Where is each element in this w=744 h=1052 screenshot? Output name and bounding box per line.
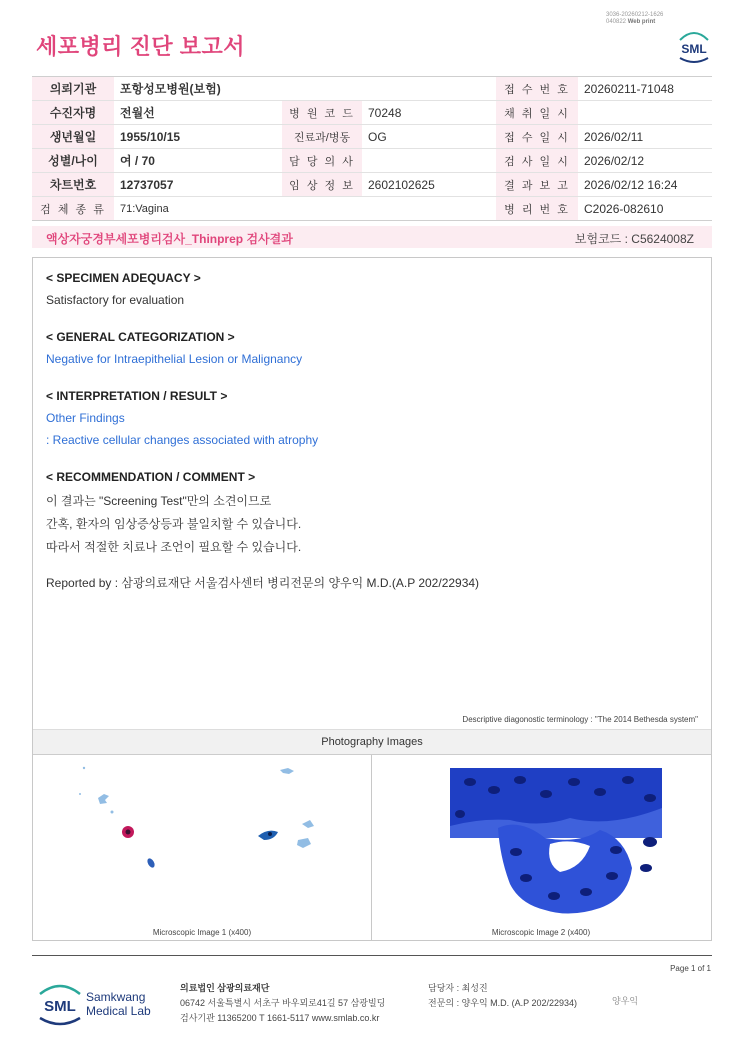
specialist-signature: 양우익: [612, 997, 639, 1007]
footer-contact: 검사기관 11365200 T 1661-5117 www.smlab.co.kr: [180, 1013, 380, 1023]
recommendation-text-3: 따라서 적절한 치료나 조언이 필요할 수 있습니다.: [46, 540, 302, 554]
birth-value: 1955/10/15: [114, 125, 282, 149]
receipt-date-value: 2026/02/11: [578, 125, 712, 149]
dept-value: OG: [362, 125, 496, 149]
image-2-caption: Microscopic Image 2 (x400): [491, 928, 591, 937]
exam-date-label: 검 사 일 시: [496, 149, 578, 173]
logo-bottom-text: SML: [44, 998, 76, 1015]
patient-info-table: [32, 76, 712, 221]
dept-label: 진료과/병동: [282, 125, 362, 149]
clinical-label: 임 상 정 보: [282, 173, 362, 197]
footer-divider: [32, 955, 712, 956]
sex-age-label: 성별/나이: [32, 149, 114, 173]
sml-logo-icon: [676, 28, 712, 64]
print-code-line2: 040822 Web print: [606, 19, 656, 25]
logo-top-text: SML: [681, 42, 707, 56]
report-title: 세포병리 진단 보고서: [36, 34, 245, 59]
interpretation-heading: < INTERPRETATION / RESULT >: [46, 389, 228, 403]
image-1-caption: Microscopic Image 1 (x400): [152, 928, 252, 937]
print-code: [606, 12, 706, 26]
categorization-text: Negative for Intraepithelial Lesion or Malignancy: [46, 352, 303, 366]
logo-name-1: Samkwang: [86, 990, 146, 1004]
birth-label: 생년월일: [32, 125, 114, 149]
institution-label: 의뢰기관: [32, 77, 114, 101]
info-row: [32, 77, 712, 101]
insurance-code: 보험코드 : C5624008Z: [574, 232, 694, 246]
examinee-value: 전월선: [114, 101, 282, 125]
categorization-heading: < GENERAL CATEGORIZATION >: [46, 330, 235, 344]
footer-address: 06742 서울특별시 서초구 바우뫼로41길 57 삼광빌딩: [180, 998, 386, 1008]
exam-name: 액상자궁경부세포병리검사_Thinprep 검사결과: [46, 232, 293, 246]
recommendation-heading: < RECOMMENDATION / COMMENT >: [46, 470, 256, 484]
collection-date-value: [578, 101, 712, 125]
sex-age-value: 여 / 70: [114, 149, 282, 173]
info-row: [32, 149, 712, 173]
page-number: Page 1 of 1: [670, 964, 711, 973]
report-value: 2026/02/12 16:24: [578, 173, 712, 197]
info-row: [32, 101, 712, 125]
receipt-no-label: 접 수 번 호: [496, 77, 578, 101]
microscopic-image-2: [450, 768, 662, 920]
collection-date-label: 채 취 일 시: [496, 101, 578, 125]
info-row: [32, 197, 712, 221]
examinee-label: 수진자명: [32, 101, 114, 125]
receipt-no-value: 20260211-71048: [578, 77, 712, 101]
specimen-value: 71:Vagina: [114, 197, 496, 221]
interpretation-text-1: Other Findings: [46, 411, 125, 425]
clinical-value: 2602102625: [362, 173, 496, 197]
recommendation-text-2: 간혹, 환자의 임상증상등과 불일치할 수 있습니다.: [46, 517, 302, 531]
chart-label: 차트번호: [32, 173, 114, 197]
footer-org: 의료법인 삼광의료재단: [180, 983, 270, 993]
footer-specialist: 전문의 : 양우익 M.D. (A.P 202/22934): [428, 998, 578, 1008]
pathology-no-value: C2026-082610: [578, 197, 712, 221]
report-label: 결 과 보 고: [496, 173, 578, 197]
footer-staff: 담당자 : 최성진: [428, 983, 488, 993]
recommendation-text-1: 이 결과는 "Screening Test"만의 소견이므로: [46, 494, 272, 508]
logo-name-2: Medical Lab: [86, 1004, 151, 1018]
exam-date-value: 2026/02/12: [578, 149, 712, 173]
info-row: [32, 173, 712, 197]
adequacy-heading: < SPECIMEN ADEQUACY >: [46, 271, 201, 285]
doctor-label: 담 당 의 사: [282, 149, 362, 173]
chart-value: 12737057: [114, 173, 282, 197]
interpretation-text-2: : Reactive cellular changes associated with atrophy: [46, 433, 319, 447]
microscopic-image-1: [40, 762, 360, 922]
receipt-date-label: 접 수 일 시: [496, 125, 578, 149]
print-code-line1: 3036-20260212-1626: [606, 12, 664, 18]
photo-divider: [371, 755, 372, 941]
reported-by: Reported by : 삼광의료재단 서울검사센터 병리전문의 양우익 M.D.(A.P 202/22934): [46, 576, 480, 590]
info-row: [32, 125, 712, 149]
institution-value: 포항성모병원(보험): [114, 77, 496, 101]
print-tag: Web print: [627, 19, 656, 25]
photo-heading: Photography Images: [321, 736, 423, 748]
hospital-code-value: 70248: [362, 101, 496, 125]
specimen-label: 검 체 종 류: [32, 197, 114, 221]
adequacy-text: Satisfactory for evaluation: [46, 293, 185, 307]
samkwang-logo-icon: [38, 980, 158, 1026]
terminology-note: Descriptive diagonostic terminology : "The 2014 Bethesda system": [462, 715, 698, 724]
hospital-code-label: 병 원 코 드: [282, 101, 362, 125]
doctor-value: [362, 149, 496, 173]
pathology-no-label: 병 리 번 호: [496, 197, 578, 221]
